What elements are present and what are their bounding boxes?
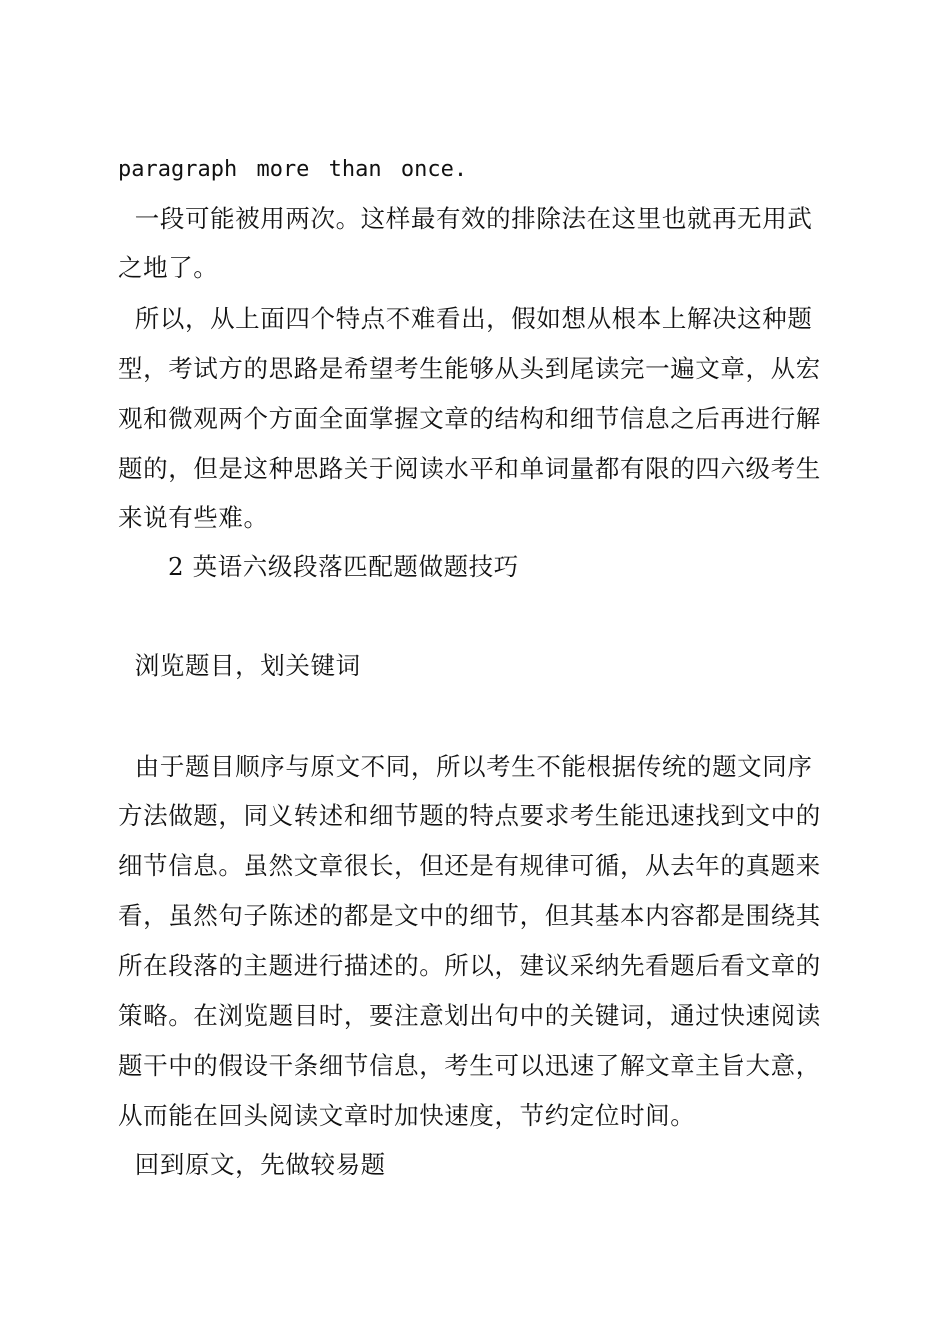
- paragraph-2-line-2: 型，考试方的思路是希望考生能够从头到尾读完一遍文章，从宏: [118, 354, 821, 383]
- paragraph-1-line-2: 之地了。: [118, 253, 219, 282]
- paragraph-2-line-1: 所以，从上面四个特点不难看出，假如想从根本上解决这种题: [118, 304, 813, 333]
- paragraph-3-line-2: 方法做题，同义转述和细节题的特点要求考生能迅速找到文中的: [118, 801, 821, 830]
- paragraph-2-line-4: 题的，但是这种思路关于阅读水平和单词量都有限的四六级考生: [118, 454, 821, 483]
- paragraph-1-line-1: 一段可能被用两次。这样最有效的排除法在这里也就再无用武: [118, 204, 813, 233]
- paragraph-3-line-1: 由于题目顺序与原文不同，所以考生不能根据传统的题文同序: [118, 752, 813, 781]
- paragraph-3-line-8: 从而能在回头阅读文章时加快速度，节约定位时间。: [118, 1101, 696, 1130]
- paragraph-3-line-7: 题干中的假设干条细节信息，考生可以迅速了解文章主旨大意，: [118, 1051, 821, 1080]
- paragraph-3-line-5: 所在段落的主题进行描述的。所以，建议采纳先看题后看文章的: [118, 951, 821, 980]
- paragraph-2-line-3: 观和微观两个方面全面掌握文章的结构和细节信息之后再进行解: [118, 404, 821, 433]
- paragraph-3-line-3: 细节信息。虽然文章很长，但还是有规律可循，从去年的真题来: [118, 851, 821, 880]
- subheading-return-to-text: 回到原文，先做较易题: [118, 1150, 386, 1179]
- paragraph-2-line-5: 来说有些难。: [118, 503, 269, 532]
- paragraph-3-line-6: 策略。在浏览题目时，要注意划出句中的关键词，通过快速阅读: [118, 1001, 821, 1030]
- subheading-browse-questions: 浏览题目，划关键词: [118, 651, 361, 680]
- section-heading: 2 英语六级段落匹配题做题技巧: [168, 552, 519, 581]
- text-line-continuation: paragraph more than once.: [118, 157, 468, 182]
- paragraph-3-line-4: 看，虽然句子陈述的都是文中的细节，但其基本内容都是围绕其: [118, 901, 821, 930]
